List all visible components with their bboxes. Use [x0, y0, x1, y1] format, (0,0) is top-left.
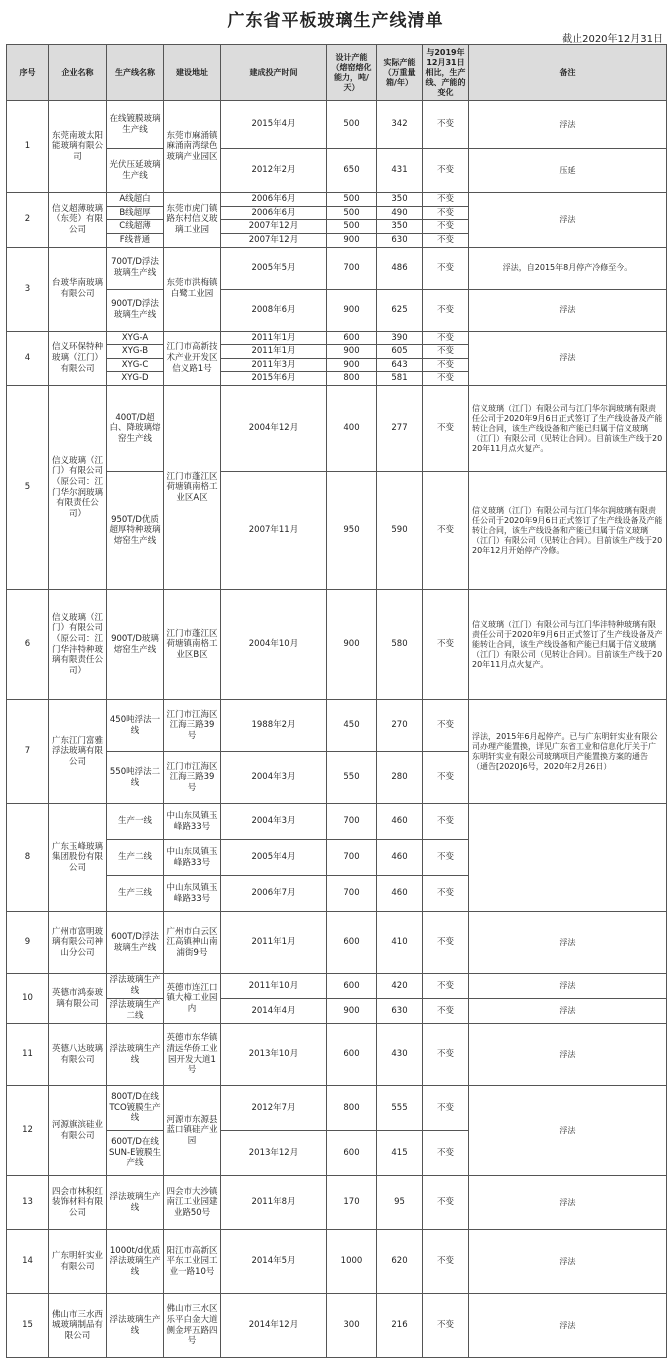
row-number: 6 — [7, 590, 49, 700]
header-cell: 企业名称 — [49, 45, 107, 101]
start-date: 2013年10月 — [221, 1024, 327, 1086]
actual-capacity: 460 — [377, 876, 423, 912]
line-name: 生产三线 — [107, 876, 164, 912]
change-status: 不变 — [423, 912, 469, 974]
company-name: 信义玻璃（江门）有限公司（原公司：江门华尔润玻璃有限责任公司） — [49, 386, 107, 590]
line-name: 600T/D在线SUN-E镀膜生产线 — [107, 1131, 164, 1176]
address: 河源市东源县蓝口镇硅产业园 — [164, 1086, 221, 1176]
start-date: 2012年2月 — [221, 149, 327, 193]
row-number: 5 — [7, 386, 49, 590]
actual-capacity: 390 — [377, 331, 423, 345]
row-number: 14 — [7, 1230, 49, 1294]
actual-capacity: 95 — [377, 1176, 423, 1230]
start-date: 2014年4月 — [221, 999, 327, 1024]
address: 中山东凤镇玉峰路33号 — [164, 804, 221, 840]
design-capacity: 900 — [327, 289, 377, 331]
start-date: 2011年10月 — [221, 974, 327, 999]
company-name: 信义玻璃（江门）有限公司（原公司：江门华沣特种玻璃有限责任公司） — [49, 590, 107, 700]
header-cell: 建成投产时间 — [221, 45, 327, 101]
line-name: 900T/D玻璃熔窑生产线 — [107, 590, 164, 700]
address: 东莞市虎门镇路东村信义玻璃工业园 — [164, 193, 221, 248]
company-name: 英德八达玻璃有限公司 — [49, 1024, 107, 1086]
company-name: 广东明轩实业有限公司 — [49, 1230, 107, 1294]
design-capacity: 800 — [327, 1086, 377, 1131]
start-date: 2007年12月 — [221, 220, 327, 234]
change-status: 不变 — [423, 700, 469, 752]
remark: 浮法 — [469, 1024, 667, 1086]
line-name: 浮法玻璃生产线 — [107, 1024, 164, 1086]
address: 佛山市三水区乐平白金大道侧金坪五路四号 — [164, 1294, 221, 1358]
start-date: 2005年4月 — [221, 840, 327, 876]
address: 江门市蓬江区荷塘镇南格工业区A区 — [164, 386, 221, 590]
line-name: 在线镀膜玻璃生产线 — [107, 101, 164, 149]
design-capacity: 1000 — [327, 1230, 377, 1294]
start-date: 2014年12月 — [221, 1294, 327, 1358]
remark: 浮法 — [469, 289, 667, 331]
line-name: 浮法玻璃生产二线 — [107, 999, 164, 1024]
line-name: 浮法玻璃生产线 — [107, 1294, 164, 1358]
line-name: XYG-B — [107, 345, 164, 359]
start-date: 2014年5月 — [221, 1230, 327, 1294]
remark: 浮法 — [469, 912, 667, 974]
start-date: 2007年11月 — [221, 472, 327, 590]
table-row — [7, 247, 667, 289]
table-row — [7, 590, 667, 700]
actual-capacity: 270 — [377, 700, 423, 752]
actual-capacity: 342 — [377, 101, 423, 149]
actual-capacity: 581 — [377, 372, 423, 386]
actual-capacity: 590 — [377, 472, 423, 590]
address: 江门市江海区江海三路39号 — [164, 752, 221, 804]
design-capacity: 900 — [327, 233, 377, 247]
design-capacity: 900 — [327, 999, 377, 1024]
change-status: 不变 — [423, 386, 469, 472]
page-title: 广东省平板玻璃生产线清单 — [227, 11, 444, 31]
header-cell: 与2019年12月31日相比，生产线、产能的变化 — [423, 45, 469, 101]
row-number: 10 — [7, 974, 49, 1024]
actual-capacity: 555 — [377, 1086, 423, 1131]
line-name: 900T/D浮法玻璃生产线 — [107, 289, 164, 331]
line-name: 浮法玻璃生产线 — [107, 974, 164, 999]
header-cell: 建设地址 — [164, 45, 221, 101]
actual-capacity: 625 — [377, 289, 423, 331]
design-capacity: 950 — [327, 472, 377, 590]
actual-capacity: 580 — [377, 590, 423, 700]
start-date: 2011年3月 — [221, 358, 327, 372]
table-row — [7, 700, 667, 752]
row-number: 9 — [7, 912, 49, 974]
start-date: 2004年12月 — [221, 386, 327, 472]
start-date: 2011年1月 — [221, 331, 327, 345]
change-status: 不变 — [423, 1086, 469, 1131]
remark: 浮法 — [469, 101, 667, 149]
actual-capacity: 643 — [377, 358, 423, 372]
table-row — [7, 1024, 667, 1086]
row-number: 12 — [7, 1086, 49, 1176]
change-status: 不变 — [423, 1131, 469, 1176]
line-name: 光伏压延玻璃生产线 — [107, 149, 164, 193]
change-status: 不变 — [423, 999, 469, 1024]
change-status: 不变 — [423, 1294, 469, 1358]
start-date: 2015年4月 — [221, 101, 327, 149]
change-status: 不变 — [423, 358, 469, 372]
line-name: 950T/D优质超厚特种玻璃熔窑生产线 — [107, 472, 164, 590]
change-status: 不变 — [423, 149, 469, 193]
row-number: 1 — [7, 101, 49, 193]
design-capacity: 300 — [327, 1294, 377, 1358]
design-capacity: 900 — [327, 358, 377, 372]
actual-capacity: 216 — [377, 1294, 423, 1358]
line-name: 400T/D超白、降玻璃熔窑生产线 — [107, 386, 164, 472]
change-status: 不变 — [423, 193, 469, 207]
remark: 信义玻璃（江门）有限公司与江门华沣特种玻璃有限责任公司于2020年9月6日正式签订了生产线设备及产能转让合同，该生产线设备和产能已归属于信义玻璃（江门）有限公司（见转让合同）。目前该生产线于2020年11月点火复产。 — [469, 590, 667, 700]
line-name: C线超薄 — [107, 220, 164, 234]
remark: 压延 — [469, 149, 667, 193]
actual-capacity: 630 — [377, 999, 423, 1024]
line-name: 生产一线 — [107, 804, 164, 840]
remark — [469, 804, 667, 912]
glass-line-table — [6, 44, 667, 1358]
design-capacity: 500 — [327, 220, 377, 234]
design-capacity: 700 — [327, 876, 377, 912]
design-capacity: 450 — [327, 700, 377, 752]
actual-capacity: 415 — [377, 1131, 423, 1176]
start-date: 1988年2月 — [221, 700, 327, 752]
design-capacity: 500 — [327, 101, 377, 149]
design-capacity: 600 — [327, 974, 377, 999]
start-date: 2006年6月 — [221, 206, 327, 220]
table-row — [7, 1086, 667, 1131]
line-name: A线超白 — [107, 193, 164, 207]
change-status: 不变 — [423, 840, 469, 876]
table-row — [7, 193, 667, 207]
address: 英德市连江口镇大樟工业园内 — [164, 974, 221, 1024]
start-date: 2011年8月 — [221, 1176, 327, 1230]
row-number: 3 — [7, 247, 49, 331]
start-date: 2005年5月 — [221, 247, 327, 289]
actual-capacity: 410 — [377, 912, 423, 974]
change-status: 不变 — [423, 233, 469, 247]
company-name: 信义超薄玻璃（东莞）有限公司 — [49, 193, 107, 248]
change-status: 不变 — [423, 804, 469, 840]
change-status: 不变 — [423, 101, 469, 149]
company-name: 佛山市三水西城玻璃制品有限公司 — [49, 1294, 107, 1358]
start-date: 2004年3月 — [221, 752, 327, 804]
design-capacity: 600 — [327, 912, 377, 974]
row-number: 8 — [7, 804, 49, 912]
company-name: 广东玉峰玻璃集团股份有限公司 — [49, 804, 107, 912]
header-cell: 实际产能（万重量箱/年） — [377, 45, 423, 101]
remark: 信义玻璃（江门）有限公司与江门华尔润玻璃有限责任公司于2020年9月6日正式签订了生产线设备及产能转让合同，该生产线设备和产能已归属于信义玻璃（江门）有限公司（见转让合同）。目前该生产线于2020年12月开始停产冷修。 — [469, 472, 667, 590]
change-status: 不变 — [423, 247, 469, 289]
change-status: 不变 — [423, 331, 469, 345]
line-name: F线普通 — [107, 233, 164, 247]
address: 江门市江海区江海三路39号 — [164, 700, 221, 752]
header-cell: 备注 — [469, 45, 667, 101]
table-row — [7, 974, 667, 999]
address: 阳江市高新区平东工业园工业一路10号 — [164, 1230, 221, 1294]
design-capacity: 600 — [327, 331, 377, 345]
header-cell: 生产线名称 — [107, 45, 164, 101]
company-name: 广州市富明玻璃有限公司神山分公司 — [49, 912, 107, 974]
address: 英德市东华镇清远华侨工业园开发大道1号 — [164, 1024, 221, 1086]
table-row — [7, 912, 667, 974]
remark: 浮法 — [469, 1086, 667, 1176]
change-status: 不变 — [423, 752, 469, 804]
address: 中山东凤镇玉峰路33号 — [164, 876, 221, 912]
row-number: 15 — [7, 1294, 49, 1358]
actual-capacity: 350 — [377, 193, 423, 207]
change-status: 不变 — [423, 220, 469, 234]
line-name: 550吨浮法二线 — [107, 752, 164, 804]
table-row — [7, 386, 667, 472]
company-name: 广东江门富雅浮法玻璃有限公司 — [49, 700, 107, 804]
address: 中山东凤镇玉峰路33号 — [164, 840, 221, 876]
change-status: 不变 — [423, 876, 469, 912]
remark: 浮法 — [469, 974, 667, 999]
actual-capacity: 431 — [377, 149, 423, 193]
design-capacity: 900 — [327, 590, 377, 700]
company-name: 东莞南玻太阳能玻璃有限公司 — [49, 101, 107, 193]
design-capacity: 700 — [327, 840, 377, 876]
actual-capacity: 620 — [377, 1230, 423, 1294]
address: 江门市高新技术产业开发区信义路1号 — [164, 331, 221, 386]
company-name: 信义环保特种玻璃（江门）有限公司 — [49, 331, 107, 386]
change-status: 不变 — [423, 472, 469, 590]
design-capacity: 170 — [327, 1176, 377, 1230]
design-capacity: 600 — [327, 1024, 377, 1086]
line-name: XYG-D — [107, 372, 164, 386]
address: 广州市白云区江高镇神山南浦街9号 — [164, 912, 221, 974]
start-date: 2015年6月 — [221, 372, 327, 386]
start-date: 2008年6月 — [221, 289, 327, 331]
remark: 浮法 — [469, 331, 667, 386]
design-capacity: 500 — [327, 206, 377, 220]
start-date: 2013年12月 — [221, 1131, 327, 1176]
design-capacity: 500 — [327, 193, 377, 207]
change-status: 不变 — [423, 1230, 469, 1294]
row-number: 4 — [7, 331, 49, 386]
design-capacity: 700 — [327, 247, 377, 289]
address: 四会市大沙镇南江工业园建业路50号 — [164, 1176, 221, 1230]
row-number: 2 — [7, 193, 49, 248]
line-name: XYG-C — [107, 358, 164, 372]
start-date: 2006年7月 — [221, 876, 327, 912]
table-row — [7, 804, 667, 840]
change-status: 不变 — [423, 974, 469, 999]
actual-capacity: 430 — [377, 1024, 423, 1086]
company-name: 台玻华南玻璃有限公司 — [49, 247, 107, 331]
table-row — [7, 101, 667, 149]
actual-capacity: 277 — [377, 386, 423, 472]
change-status: 不变 — [423, 372, 469, 386]
start-date: 2011年1月 — [221, 345, 327, 359]
remark: 浮法 — [469, 1176, 667, 1230]
actual-capacity: 460 — [377, 840, 423, 876]
actual-capacity: 420 — [377, 974, 423, 999]
actual-capacity: 486 — [377, 247, 423, 289]
row-number: 7 — [7, 700, 49, 804]
address: 东莞市麻涌镇麻涌南湾绿色玻璃产业园区 — [164, 101, 221, 193]
start-date: 2006年6月 — [221, 193, 327, 207]
line-name: 700T/D浮法玻璃生产线 — [107, 247, 164, 289]
start-date: 2011年1月 — [221, 912, 327, 974]
line-name: 600T/D浮法玻璃生产线 — [107, 912, 164, 974]
line-name: 浮法玻璃生产线 — [107, 1176, 164, 1230]
remark: 浮法 — [469, 1230, 667, 1294]
remark: 浮法，2015年6月起停产。已与广东明轩实业有限公司办理产能置换，详见广东省工业和信息化厅关于广东明轩实业有限公司玻璃项目产能置换方案的通告（通告[2020]6号，2020年2月26日） — [469, 700, 667, 804]
header-cell: 序号 — [7, 45, 49, 101]
start-date: 2012年7月 — [221, 1086, 327, 1131]
as-of-date: 截止2020年12月31日 — [562, 34, 663, 45]
change-status: 不变 — [423, 1176, 469, 1230]
change-status: 不变 — [423, 289, 469, 331]
remark: 信义玻璃（江门）有限公司与江门华尔润玻璃有限责任公司于2020年9月6日正式签订了生产线设备及产能转让合同，该生产线设备和产能已归属于信义玻璃（江门）有限公司（见转让合同）。目前该生产线于2020年11月点火复产。 — [469, 386, 667, 472]
actual-capacity: 350 — [377, 220, 423, 234]
table-row — [7, 331, 667, 345]
design-capacity: 550 — [327, 752, 377, 804]
design-capacity: 400 — [327, 386, 377, 472]
remark: 浮法 — [469, 999, 667, 1024]
remark: 浮法 — [469, 193, 667, 248]
table-row — [7, 1176, 667, 1230]
line-name: XYG-A — [107, 331, 164, 345]
address: 东莞市洪梅镇白鹭工业园 — [164, 247, 221, 331]
design-capacity: 600 — [327, 1131, 377, 1176]
actual-capacity: 490 — [377, 206, 423, 220]
remark: 浮法 — [469, 1294, 667, 1358]
address: 江门市蓬江区荷塘镇南格工业区B区 — [164, 590, 221, 700]
design-capacity: 700 — [327, 804, 377, 840]
actual-capacity: 280 — [377, 752, 423, 804]
company-name: 四会市林积红装饰材料有限公司 — [49, 1176, 107, 1230]
table-row — [7, 1230, 667, 1294]
line-name: 1000t/d优质浮法玻璃生产线 — [107, 1230, 164, 1294]
header-row — [7, 45, 667, 101]
company-name: 河源旗滨硅业有限公司 — [49, 1086, 107, 1176]
start-date: 2004年10月 — [221, 590, 327, 700]
line-name: B线超厚 — [107, 206, 164, 220]
design-capacity: 650 — [327, 149, 377, 193]
actual-capacity: 630 — [377, 233, 423, 247]
row-number: 13 — [7, 1176, 49, 1230]
actual-capacity: 460 — [377, 804, 423, 840]
change-status: 不变 — [423, 206, 469, 220]
change-status: 不变 — [423, 1024, 469, 1086]
line-name: 450吨浮法一线 — [107, 700, 164, 752]
company-name: 英德市鸿泰玻璃有限公司 — [49, 974, 107, 1024]
row-number: 11 — [7, 1024, 49, 1086]
line-name: 生产二线 — [107, 840, 164, 876]
design-capacity: 800 — [327, 372, 377, 386]
change-status: 不变 — [423, 590, 469, 700]
remark: 浮法，自2015年8月停产冷修至今。 — [469, 247, 667, 289]
start-date: 2007年12月 — [221, 233, 327, 247]
line-name: 800T/D在线TCO镀膜生产线 — [107, 1086, 164, 1131]
change-status: 不变 — [423, 345, 469, 359]
header-cell: 设计产能（熔窑熔化能力，吨/天） — [327, 45, 377, 101]
design-capacity: 900 — [327, 345, 377, 359]
actual-capacity: 605 — [377, 345, 423, 359]
table-row — [7, 1294, 667, 1358]
start-date: 2004年3月 — [221, 804, 327, 840]
